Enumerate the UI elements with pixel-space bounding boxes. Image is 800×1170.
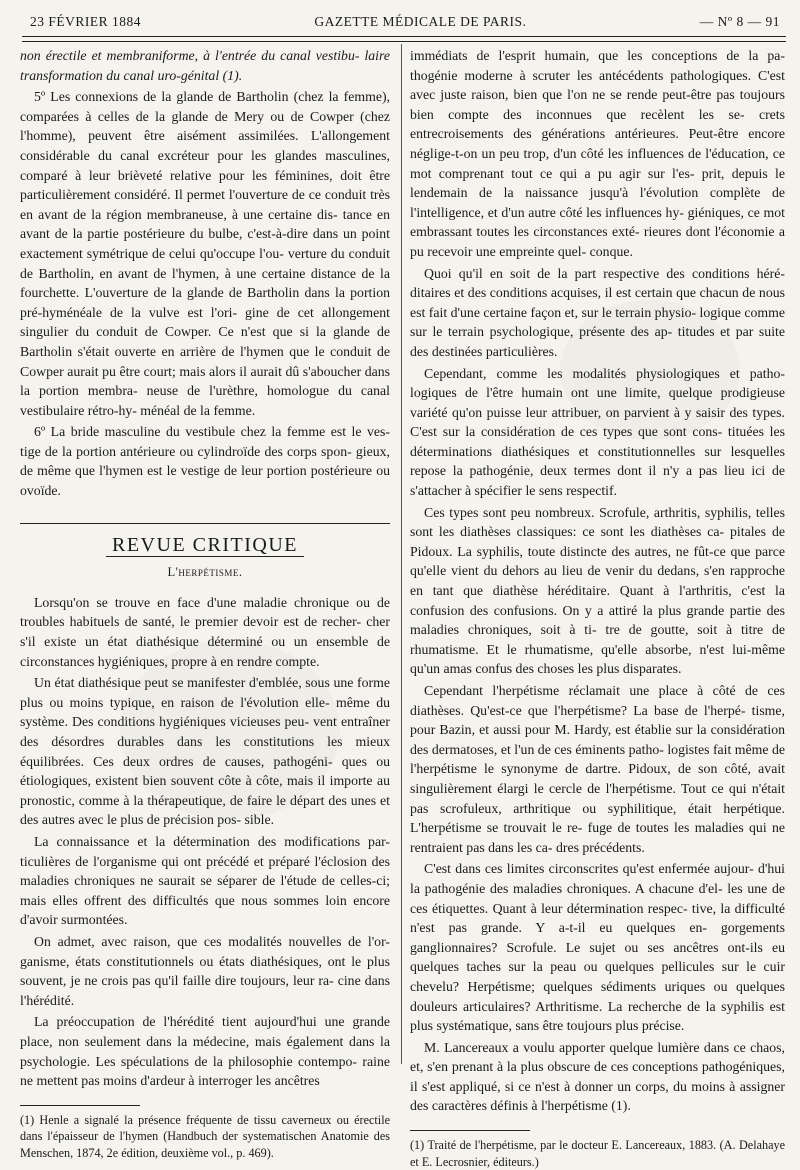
left-paragraph-1: 5º Les connexions de la glande de Bartholin (chez la femme), comparées à celles de la glande de Mery ou de Cowper (chez l'homme), peuvent être aisément assimilées. L'allongement considérable du canal excréteur pour les glandes masculines, comparé à leur brièveté relative pour les féminines, doit être particulièrement considéré. Il permet l'ouverture de ce conduit très en avant de la région membraneuse, à une certaine dis- tance en avant de la partie postérieure du bulbe, c'est-à-dire dans un point exactement symétrique de celui qu'occupe l'ou- verture du conduit de Bartholin, en avant de l'hymen, à une certaine distance de la fourchette. L'ouverture de la glande de Bartholin dans la portion pré-hyménéale de la vulve est l'ori- gine de cet allongement singulier du conduit de Cowper. Ce n'est que si la glande de Bartholin s'était ouverte en arrière de l'hymen que le conduit de Cowper aurait pu être court; mais alors il aurait dû s'aboucher dans la portion membra- neuse de l'urèthre, homologue du canal vestibulaire rétro-hy- ménéal de la femme. <box>20 89 390 418</box>
right-paragraph-0: immédiats de l'esprit humain, que les conceptions de la pa- thogénie moderne à scruter les antécédents pathologiques. C'est avec juste raison, bien que l'on ne se rende peut-être pas toujours bien compte des inconnues que recèlent les se- crets entrecroisements des générations antérieures. Peut-être encore néglige-t-on un peu trop, d'un côté les influences de l'éducation, ce mot comprenant tout ce qui a pu agir sur l'es- prit, depuis le lendemain de la naissance jusqu'à l'évolution complète de l'intelligence, et d'un autre côté les influences hy- giéniques, ce mot embrassant toutes les circonstances exté- rieures dont l'économie a pu recevoir une empreinte quel- conque. <box>410 48 785 259</box>
right-paragraph-4: Cependant l'herpétisme réclamait une place à côté de ces diathèses. Qu'est-ce que l'herpétisme? La base de l'herpé- tisme, pour Bazin, et aussi pour M. Hardy, est établie sur la considération des dermatoses, et l'un de ces éminents patho- logistes fait même de l'herpétisme le synonyme de dartre. Pidoux, de son côté, avait singulièrement élargi le cercle de l'herpétisme. Tout ce qui n'était pas scrofuleux, arthritique ou syphilitique, était herpétique. L'herpétisme se trouvait le re- fuge de toutes les maladies qui ne rentraient pas dans les ca- dres précédents. <box>410 683 785 855</box>
header-date: 23 FÉVRIER 1884 <box>30 14 142 29</box>
footnote-rule <box>20 1105 140 1106</box>
right-paragraph-1: Quoi qu'il en soit de la part respective des conditions héré- ditaires et des conditions acquises, il est certain que chacun de nous est fait d'une certaine façon et, sur le terrain physio- logique comme sur le terrain psychologique, présente des ap- titudes et par suite des destinées particulières. <box>410 265 785 359</box>
left-paragraph-4: Un état diathésique peut se manifester d'emblée, sous une forme plus ou moins typique, en raison de l'évolution elle- même du système. Des conditions hygiéniques vicieuses peu- vent entraîner des désordres durables dans les constitutions les mieux équilibrées. Ces deux ordres de causes, pathogéni- ques ou étiologiques, existent bien souvent côte à côte, mais il importe au pronostic, comme à la thérapeutique, de faire le départ des unes et des autres avec le plus de précision pos- sible. <box>20 675 390 828</box>
left-column <box>20 46 390 1161</box>
header-page-number: — Nº 8 — 91 <box>699 14 780 29</box>
left-paragraph-5: La connaissance et la détermination des modifications par- ticulières de l'organisme qui ont précédé et préparé l'éclosion des maladies chroniques ne saurait se séparer de l'étude de celles-ci; mais elles offrent des difficultés que nous sommes loin encore d'avoir surmontées. <box>20 833 390 928</box>
left-paragraph-7: La préoccupation de l'hérédité tient aujourd'hui une grande place, non seulement dans la médecine, mais également dans la psychologie. Les spéculations de la philosophie contempo- raine ne mettent pas moins d'ardeur à interroger les ancêtres <box>20 1014 390 1089</box>
column-separator <box>401 44 402 1064</box>
right-paragraph-2: Cependant, comme les modalités physiologiques et patho- logiques de l'être humain ont une limite, quelque prodigieuse variété qu'on puisse leur attribuer, on parvient à y saisir des types. C'est sur la considération de ces types que sont cons- tituées les déterminations diathésiques et constitutionnelles sur lesquelles repose la pathogénie, deux termes dont il n'y a pas lieu ici de s'attacher à spécifier le sens respectif. <box>410 365 785 499</box>
left-footnote: (1) Henle a signalé la présence fréquente de tissu caverneux ou érectile dans l'épaisseur de l'hymen (Handbuch der systematischen Anatomie des Menschen, 1874, 2e édition, deuxième vol., p. 469). <box>20 1112 390 1160</box>
right-footnote-rule <box>410 1130 530 1131</box>
right-paragraph-5: C'est dans ces limites circonscrites qu'est enfermée aujour- d'hui la pathogénie des maladies chroniques. A chacune d'el- les une de ces étiquettes. Quant à leur détermination respec- tive, la difficulté n'est pas grande. Y a-t-il eu quelques en- gorgements ganglionnaires? Scrofule. Le sujet ou ses ancêtres ont-ils eu quelques taches sur la peau ou quelques pellicules sur le cuir chevelu? Herpétisme; quelques sédiments uriques ou quelques douleurs articulaires? Arthritisme. La recherche de la syphilis est plus systématique, sans être toujours plus précise. <box>410 861 785 1034</box>
left-paragraph-6: On admet, avec raison, que ces modalités nouvelles de l'or- ganisme, états constitutionnels ou états diathésiques, ont le plus souvent, je ne crois pas qu'il faille dire toujours, leur ra- cine dans l'hérédité. <box>20 933 390 1008</box>
section-rule <box>20 523 390 524</box>
header-rule <box>22 36 786 42</box>
right-footnote: (1) Traité de l'herpétisme, par le docteur E. Lancereaux, 1883. (A. Delahaye et E. Lecrosnier, éditeurs.) <box>410 1138 785 1169</box>
section-title <box>20 533 390 556</box>
right-column <box>410 46 785 1170</box>
left-paragraph-2: 6º La bride masculine du vestibule chez la femme est le ves- tige de la portion antérieure ou cylindroïde des corps spon- gieux, de même que l'hymen est le vestige de leur portion postérieure ou ovoïde. <box>20 424 390 499</box>
section-subtitle: L'herpétisme. <box>167 565 243 580</box>
right-paragraph-6: M. Lancereaux a voulu apporter quelque lumière dans ce chaos, et, s'en prenant à la plus obscure de ces conceptions pathogéniques, il s'est appliqué, si ce n'est à donner un corps, du moins à assigner des caractères définis à l'herpétisme (1). <box>410 1039 785 1114</box>
left-paragraph-0: non érectile et membraniforme, à l'entrée du canal vestibu- laire transformation du canal uro-génital (1). <box>20 48 390 83</box>
page-header <box>30 14 780 36</box>
right-paragraph-3: Ces types sont peu nombreux. Scrofule, arthritis, syphilis, telles sont les diathèses classiques: ce sont les diathèses ca- pitales de Pidoux. La syphilis, toute distincte des autres, ne fût-ce que parce qu'elle vient du dehors au lieu de venir du dedans, s'en rapproche en tant que diathèse héréditaire. Quant à l'arthritis, c'est la confusion des confusions. On y a attiré la plus grande partie des maladies chroniques, soit à ti- tre de goutte, soit à titre de rhumatisme. Et le rhumatisme, qu'elle absorbe, n'est lui-même qu'un amas confus des choses les plus disparates. <box>410 504 785 677</box>
header-journal-title: GAZETTE MÉDICALE DE PARIS. <box>314 14 527 29</box>
left-paragraph-3: Lorsqu'on se trouve en face d'une maladie chronique ou de troubles habituels de santé, le premier devoir est de recher- cher s'il existe un état diathésique déterminé ou un ensemble de circonstances hygiéniques, propre à en rendre compte. <box>20 594 390 669</box>
section-title-text: REVUE CRITIQUE <box>106 534 304 557</box>
